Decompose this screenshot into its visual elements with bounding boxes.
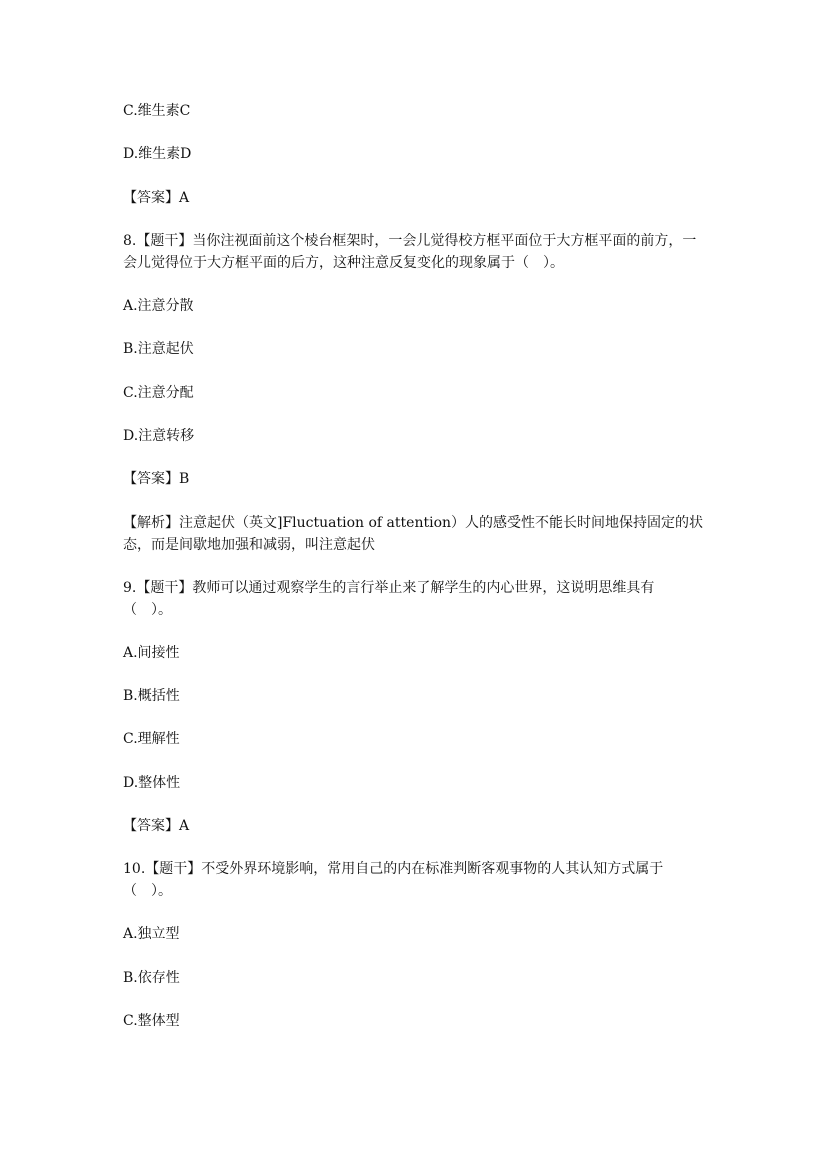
q8-answer: 【答案】B: [123, 471, 190, 487]
q9-option-c: C.理解性: [123, 731, 180, 747]
q10-option-b: B.依存性: [123, 970, 180, 986]
q8-option-c: C.注意分配: [123, 385, 194, 401]
q9-option-d: D.整体性: [123, 775, 181, 791]
q9-option-b: B.概括性: [123, 688, 180, 704]
q10-stem: 10.【题干】不受外界环境影响，常用自己的内在标准判断客观事物的人其认知方式属于（ ）。: [123, 861, 664, 899]
q7-answer: 【答案】A: [123, 190, 190, 206]
q8-option-b: B.注意起伏: [123, 341, 194, 357]
q8-stem: 8.【题干】当你注视面前这个棱台框架时，一会儿觉得校方框平面位于大方框平面的前方，一会儿觉得位于大方框平面的后方，这种注意反复变化的现象属于（ ）。: [123, 233, 697, 271]
q10-option-c: C.整体型: [123, 1013, 180, 1029]
q8-option-a: A.注意分散: [123, 298, 194, 314]
q7-option-d: D.维生素D: [123, 146, 192, 162]
q7-option-c: C.维生素C: [123, 103, 191, 119]
q9-answer: 【答案】A: [123, 818, 190, 834]
q8-option-d: D.注意转移: [123, 428, 195, 444]
q9-stem: 9.【题干】教师可以通过观察学生的言行举止来了解学生的内心世界，这说明思维具有（ ）。: [123, 580, 655, 618]
q10-option-a: A.独立型: [123, 926, 180, 942]
q9-option-a: A.间接性: [123, 645, 180, 661]
q8-analysis: 【解析】注意起伏（英文]Fluctuation of attention）人的感受性不能长时间地保持固定的状态，而是间歇地加强和减弱，叫注意起伏: [123, 515, 704, 553]
